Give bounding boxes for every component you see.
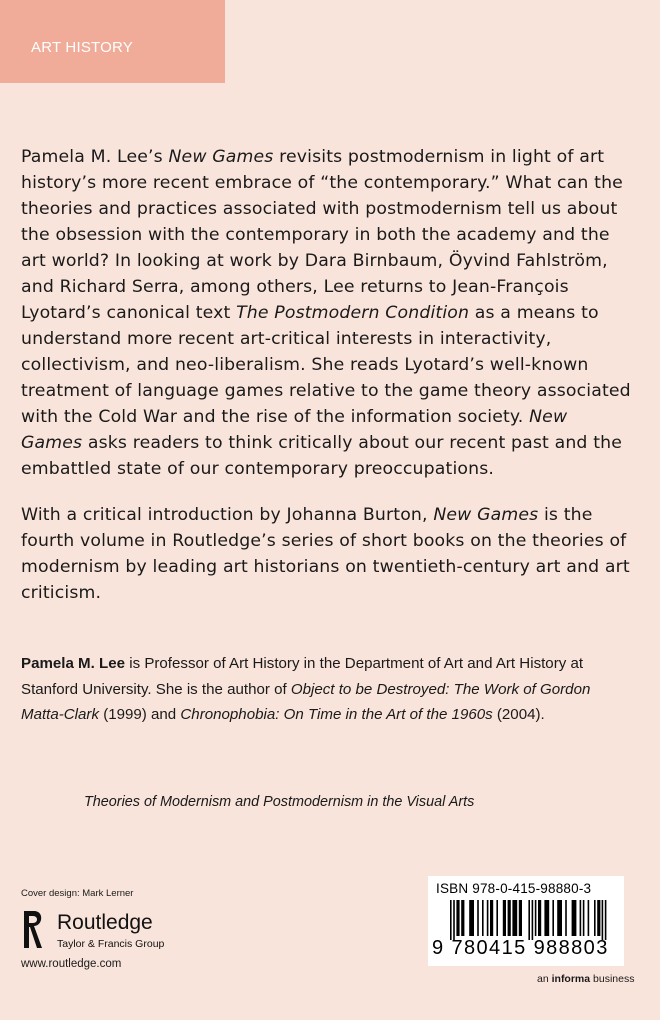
- italic-text-run: Object to be Destroyed: The Work of Gordon Matta-Clark: [21, 680, 591, 723]
- section-tag: [0, 0, 225, 83]
- ean-digits: 9 780415 988803: [432, 937, 609, 959]
- barcode-bar: [461, 900, 464, 936]
- section-label: ART HISTORY: [31, 39, 133, 56]
- cover-credit: Cover design: Mark Lerner: [21, 888, 134, 899]
- italic-text-run: New Games: [21, 407, 568, 453]
- text-run: asks readers to think critically about our recent past and the embattled state of our contemporary preoccupations.: [21, 433, 623, 479]
- text-run: (1999) and: [99, 706, 181, 723]
- italic-text-run: Chronophobia: On Time in the Art of the 1960s: [180, 706, 493, 723]
- barcode-guard-bar: [532, 900, 534, 940]
- barcode-bar: [503, 900, 506, 936]
- barcode-bar: [496, 900, 498, 936]
- text-run: is the fourth volume in Routledge’s series of short books on the theories of modernism by leading art historians on twentieth-century art and art criticism.: [21, 505, 630, 603]
- barcode-bar: [580, 900, 582, 936]
- barcode-bar: [477, 900, 479, 936]
- publisher-website: www.routledge.com: [21, 958, 122, 970]
- barcode-bar: [552, 900, 554, 936]
- informa-suffix: business: [590, 973, 635, 985]
- informa-brand: informa: [551, 973, 591, 985]
- barcode-bar: [544, 900, 549, 936]
- barcode-bar: [519, 900, 522, 936]
- barcode-bar: [588, 900, 590, 936]
- barcode-bar: [535, 900, 537, 936]
- barcode-bar: [469, 900, 474, 936]
- informa-business-line: [537, 973, 634, 985]
- informa-prefix: an: [537, 973, 552, 985]
- publisher-logo: [21, 908, 191, 952]
- barcode-guard-bar: [602, 900, 604, 940]
- isbn-barcode-block: [428, 876, 624, 966]
- text-run: as a means to understand more recent art-critical interests in interactivity, collectivism, and neo-liberalism. She reads Lyotard’s well-known treatment of language games relative to the game theory associated with the Cold War and the rise of the information society.: [21, 303, 631, 427]
- barcode-bar: [557, 900, 562, 936]
- italic-text-run: New Games: [433, 505, 539, 525]
- author-bio-paragraph: [21, 651, 621, 728]
- italic-text-run: New Games: [168, 147, 274, 167]
- text-run: revisits postmodernism in light of art history’s more recent embrace of “the contemporary.” What can the theories and practices associated with postmodernism tell us about the obsession with the contemporary in both the academy and the art world? In looking at work by Dara Birnbaum, Öyvind Fahlström, and Richard Serra, among others, Lee returns to Jean-François Lyotard’s canonical text: [21, 147, 623, 323]
- barcode-bar: [482, 900, 484, 936]
- isbn-label: ISBN 978-0-415-98880-3: [436, 881, 592, 896]
- barcode-bar: [456, 900, 459, 936]
- text-run: (2004).: [492, 706, 545, 723]
- barcode-bar: [487, 900, 489, 936]
- text-run: Pamela M. Lee’s: [21, 147, 169, 167]
- barcode-bar: [565, 900, 567, 936]
- barcode-bar: [538, 900, 541, 936]
- publisher-name: Routledge: [57, 911, 153, 934]
- barcode-bar: [512, 900, 517, 936]
- series-title: Theories of Modernism and Postmodernism in the Visual Arts: [84, 794, 475, 810]
- barcode-guard-bar: [528, 900, 530, 940]
- publisher-subtitle: Taylor & Francis Group: [57, 938, 165, 950]
- book-description: [21, 144, 631, 626]
- barcode-guard-bar: [605, 900, 607, 940]
- italic-text-run: The Postmodern Condition: [236, 303, 470, 323]
- bold-text-run: Pamela M. Lee: [21, 655, 126, 672]
- barcode-bar: [597, 900, 600, 936]
- barcode-bar: [508, 900, 511, 936]
- description-paragraph-2: [21, 502, 631, 606]
- barcode: [450, 900, 608, 940]
- barcode-bar: [594, 900, 596, 936]
- text-run: With a critical introduction by Johanna Burton,: [21, 505, 434, 525]
- barcode-guard-bar: [450, 900, 452, 940]
- text-run: is Professor of Art History in the Department of Art and Art History at Stanford University. She is the author of: [21, 655, 584, 698]
- author-bio: [21, 651, 621, 728]
- barcode-bar: [583, 900, 585, 936]
- barcode-bar: [572, 900, 577, 936]
- description-paragraph-1: [21, 144, 631, 482]
- barcode-guard-bar: [453, 900, 455, 940]
- routledge-r-logo-icon: [21, 908, 45, 952]
- barcode-bar: [490, 900, 493, 936]
